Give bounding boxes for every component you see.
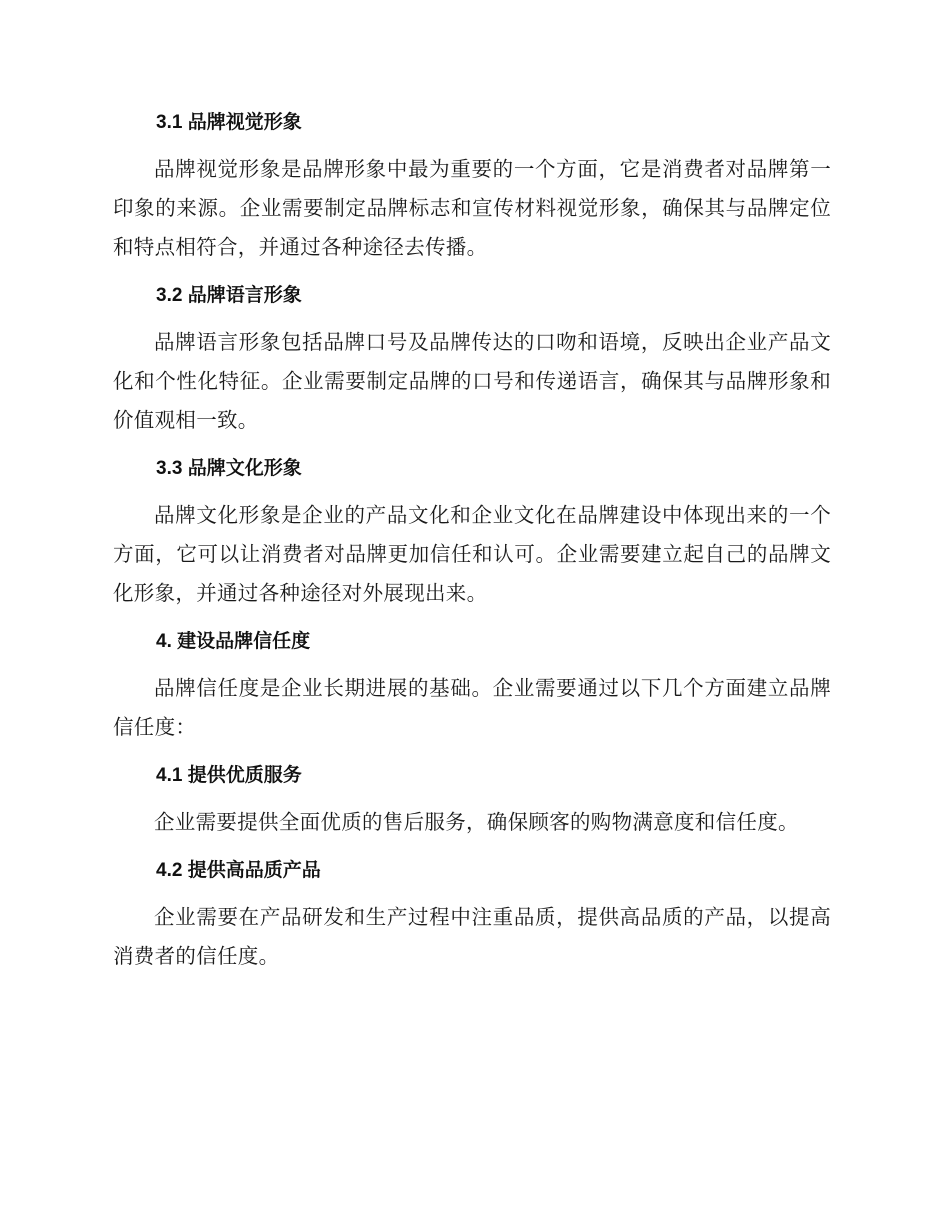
document-page — [113, 108, 831, 976]
section-paragraph-3-2: 品牌语言形象包括品牌口号及品牌传达的口吻和语境，反映出企业产品文化和个性化特征。企业需要制定品牌的口号和传递语言，确保其与品牌形象和价值观相一致。 — [113, 330, 831, 432]
section-paragraph-3-1: 品牌视觉形象是品牌形象中最为重要的一个方面，它是消费者对品牌第一印象的来源。企业需要制定品牌标志和宣传材料视觉形象，确保其与品牌定位和特点相符合，并通过各种途径去传播。 — [113, 157, 831, 259]
section-paragraph-4: 品牌信任度是企业长期进展的基础。企业需要通过以下几个方面建立品牌信任度： — [113, 676, 831, 739]
section-heading-3-1: 3.1 品牌视觉形象 — [156, 112, 302, 133]
section-paragraph-4-2: 企业需要在产品研发和生产过程中注重品质，提供高品质的产品，以提高消费者的信任度。 — [113, 905, 831, 968]
section-heading-4-1: 4.1 提供优质服务 — [156, 765, 302, 786]
section-heading-3-3: 3.3 品牌文化形象 — [156, 458, 302, 479]
section-paragraph-4-1: 企业需要提供全面优质的售后服务，确保顾客的购物满意度和信任度。 — [154, 810, 799, 834]
section-heading-4: 4. 建设品牌信任度 — [156, 631, 311, 652]
section-paragraph-3-3: 品牌文化形象是企业的产品文化和企业文化在品牌建设中体现出来的一个方面，它可以让消费者对品牌更加信任和认可。企业需要建立起自己的品牌文化形象，并通过各种途径对外展现出来。 — [113, 503, 831, 605]
section-heading-3-2: 3.2 品牌语言形象 — [156, 285, 302, 306]
section-heading-4-2: 4.2 提供高品质产品 — [156, 860, 321, 881]
